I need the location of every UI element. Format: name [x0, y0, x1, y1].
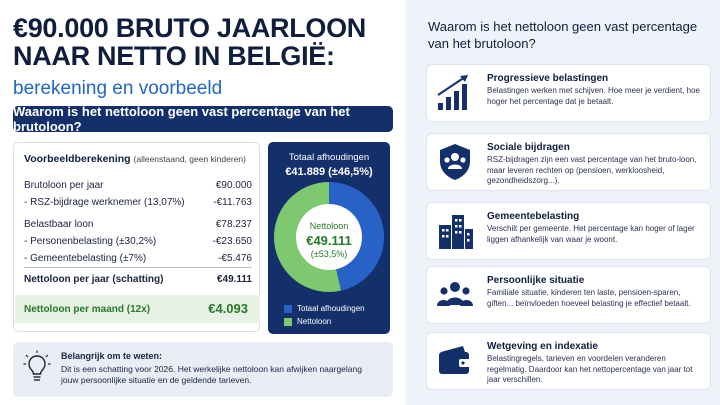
legend-label: Nettoloon: [297, 317, 332, 326]
legend-item-deductions: [284, 304, 365, 313]
reason-body: RSZ-bijdragen zijn een vast percentage van het bruto-loon, maar leveren rechten op (pensioen, werkloosheid, gezondheidszorg...).: [487, 155, 697, 185]
calculation-card: [13, 142, 260, 332]
reason-title: Sociale bijdragen: [487, 142, 570, 153]
donut-card: [268, 142, 390, 334]
note-title: Belangrijk om te weten:: [61, 351, 163, 361]
calc-row-rsz: [24, 197, 252, 208]
calc-row-label: Nettoloon per jaar (schatting): [24, 274, 164, 285]
buildings-icon: [435, 211, 475, 251]
calculation-title-text: Voorbeeldberekening: [24, 153, 131, 165]
people-icon: [435, 275, 475, 315]
calc-row-label: Brutoloon per jaar: [24, 180, 104, 191]
calc-row-value: €49.111: [216, 274, 252, 285]
net-month-row: [15, 295, 260, 323]
calc-row-label: - RSZ-bijdrage werknemer (13,07%): [24, 197, 185, 208]
reason-title: Wetgeving en indexatie: [487, 341, 598, 352]
reason-card-legislation: [426, 332, 711, 390]
legend-swatch-deductions: [284, 305, 292, 313]
donut-deductions-label: Totaal afhoudingen: [288, 152, 370, 163]
legend-item-net: [284, 317, 331, 326]
reason-title: Persoonlijke situatie: [487, 275, 585, 286]
reason-body: Belastingregels, tarieven en voordelen veranderen regelmatig. Daardoor kan het nettopercentage van jaar tot jaar verschillen.: [487, 354, 693, 384]
calc-row-value: -€23.650: [212, 236, 252, 247]
donut-center-pct: (±53,5%): [310, 249, 348, 259]
calc-row-label: - Gemeentebelasting (±7%): [24, 253, 147, 264]
calc-row-value: -€11.763: [213, 197, 252, 208]
shield-people-icon: [435, 142, 475, 182]
donut-center-value: €49.111: [306, 233, 352, 248]
reason-body: Familiale situatie, kinderen ten laste, pensioen-sparen, giften... beïnvloeden hoeveel belasting je effectief betaalt.: [487, 288, 691, 308]
calculation-title: [24, 153, 246, 165]
reason-title: Gemeentebelasting: [487, 211, 580, 222]
calc-divider: [24, 267, 252, 268]
reason-body: Verschilt per gemeente. Het percentage kan hoger of lager liggen afhankelijk van waar je woont.: [487, 224, 695, 244]
donut-deductions-value: €41.889 (±46,5%): [285, 166, 373, 178]
reason-card-personal: [426, 266, 711, 324]
calc-row-income-tax: [24, 236, 252, 247]
right-panel: [405, 0, 720, 405]
calc-row-value: €78.237: [215, 219, 252, 230]
net-month-value: €4.093: [208, 301, 248, 316]
calc-row-net-year: [24, 274, 252, 285]
bar-chart-up-icon: [435, 73, 475, 113]
calculation-title-note: (alleenstaand, geen kinderen): [133, 154, 246, 164]
calc-row-value: -€5.476: [218, 253, 252, 264]
info-note: [13, 342, 393, 397]
reason-card-progressive: [426, 64, 711, 122]
reasons-title: Waarom is het nettoloon geen vast percentage van het brutoloon?: [428, 19, 698, 51]
legend-swatch-net: [284, 318, 292, 326]
reason-title: Progressieve belastingen: [487, 73, 609, 84]
donut-center-label: Nettoloon: [309, 221, 349, 231]
reason-card-municipal: [426, 202, 711, 260]
calc-row-taxable: [24, 219, 252, 230]
calc-row-label: - Personenbelasting (±30,2%): [24, 236, 157, 247]
legend-label: Totaal afhoudingen: [297, 304, 365, 313]
reason-body: Belastingen werken met schijven. Hoe meer je verdient, hoe hoger het percentage dat je betaalt.: [487, 86, 700, 106]
calc-row-label: Belastbaar loon: [24, 219, 94, 230]
wallet-icon: [435, 341, 475, 381]
calc-row-municipal-tax: [24, 253, 252, 264]
calc-row-gross: [24, 180, 252, 191]
note-body: Dit is een schatting voor 2026. Het werkelijke nettoloon kan afwijken naargelang jouw persoonlijke situatie en de geldende tarieven.: [61, 364, 362, 385]
page-title: €90.000 BRUTO JAARLOON NAAR NETTO IN BELGIË:: [13, 13, 367, 71]
calc-row-value: €90.000: [215, 180, 252, 191]
lightbulb-icon: [23, 350, 51, 386]
reason-card-social: [426, 133, 711, 191]
page-subtitle: berekening en voorbeeld: [13, 78, 223, 99]
question-banner: Waarom is het nettoloon geen vast percentage van het brutoloon?: [13, 106, 393, 132]
net-month-label: Nettoloon per maand (12x): [24, 304, 151, 315]
